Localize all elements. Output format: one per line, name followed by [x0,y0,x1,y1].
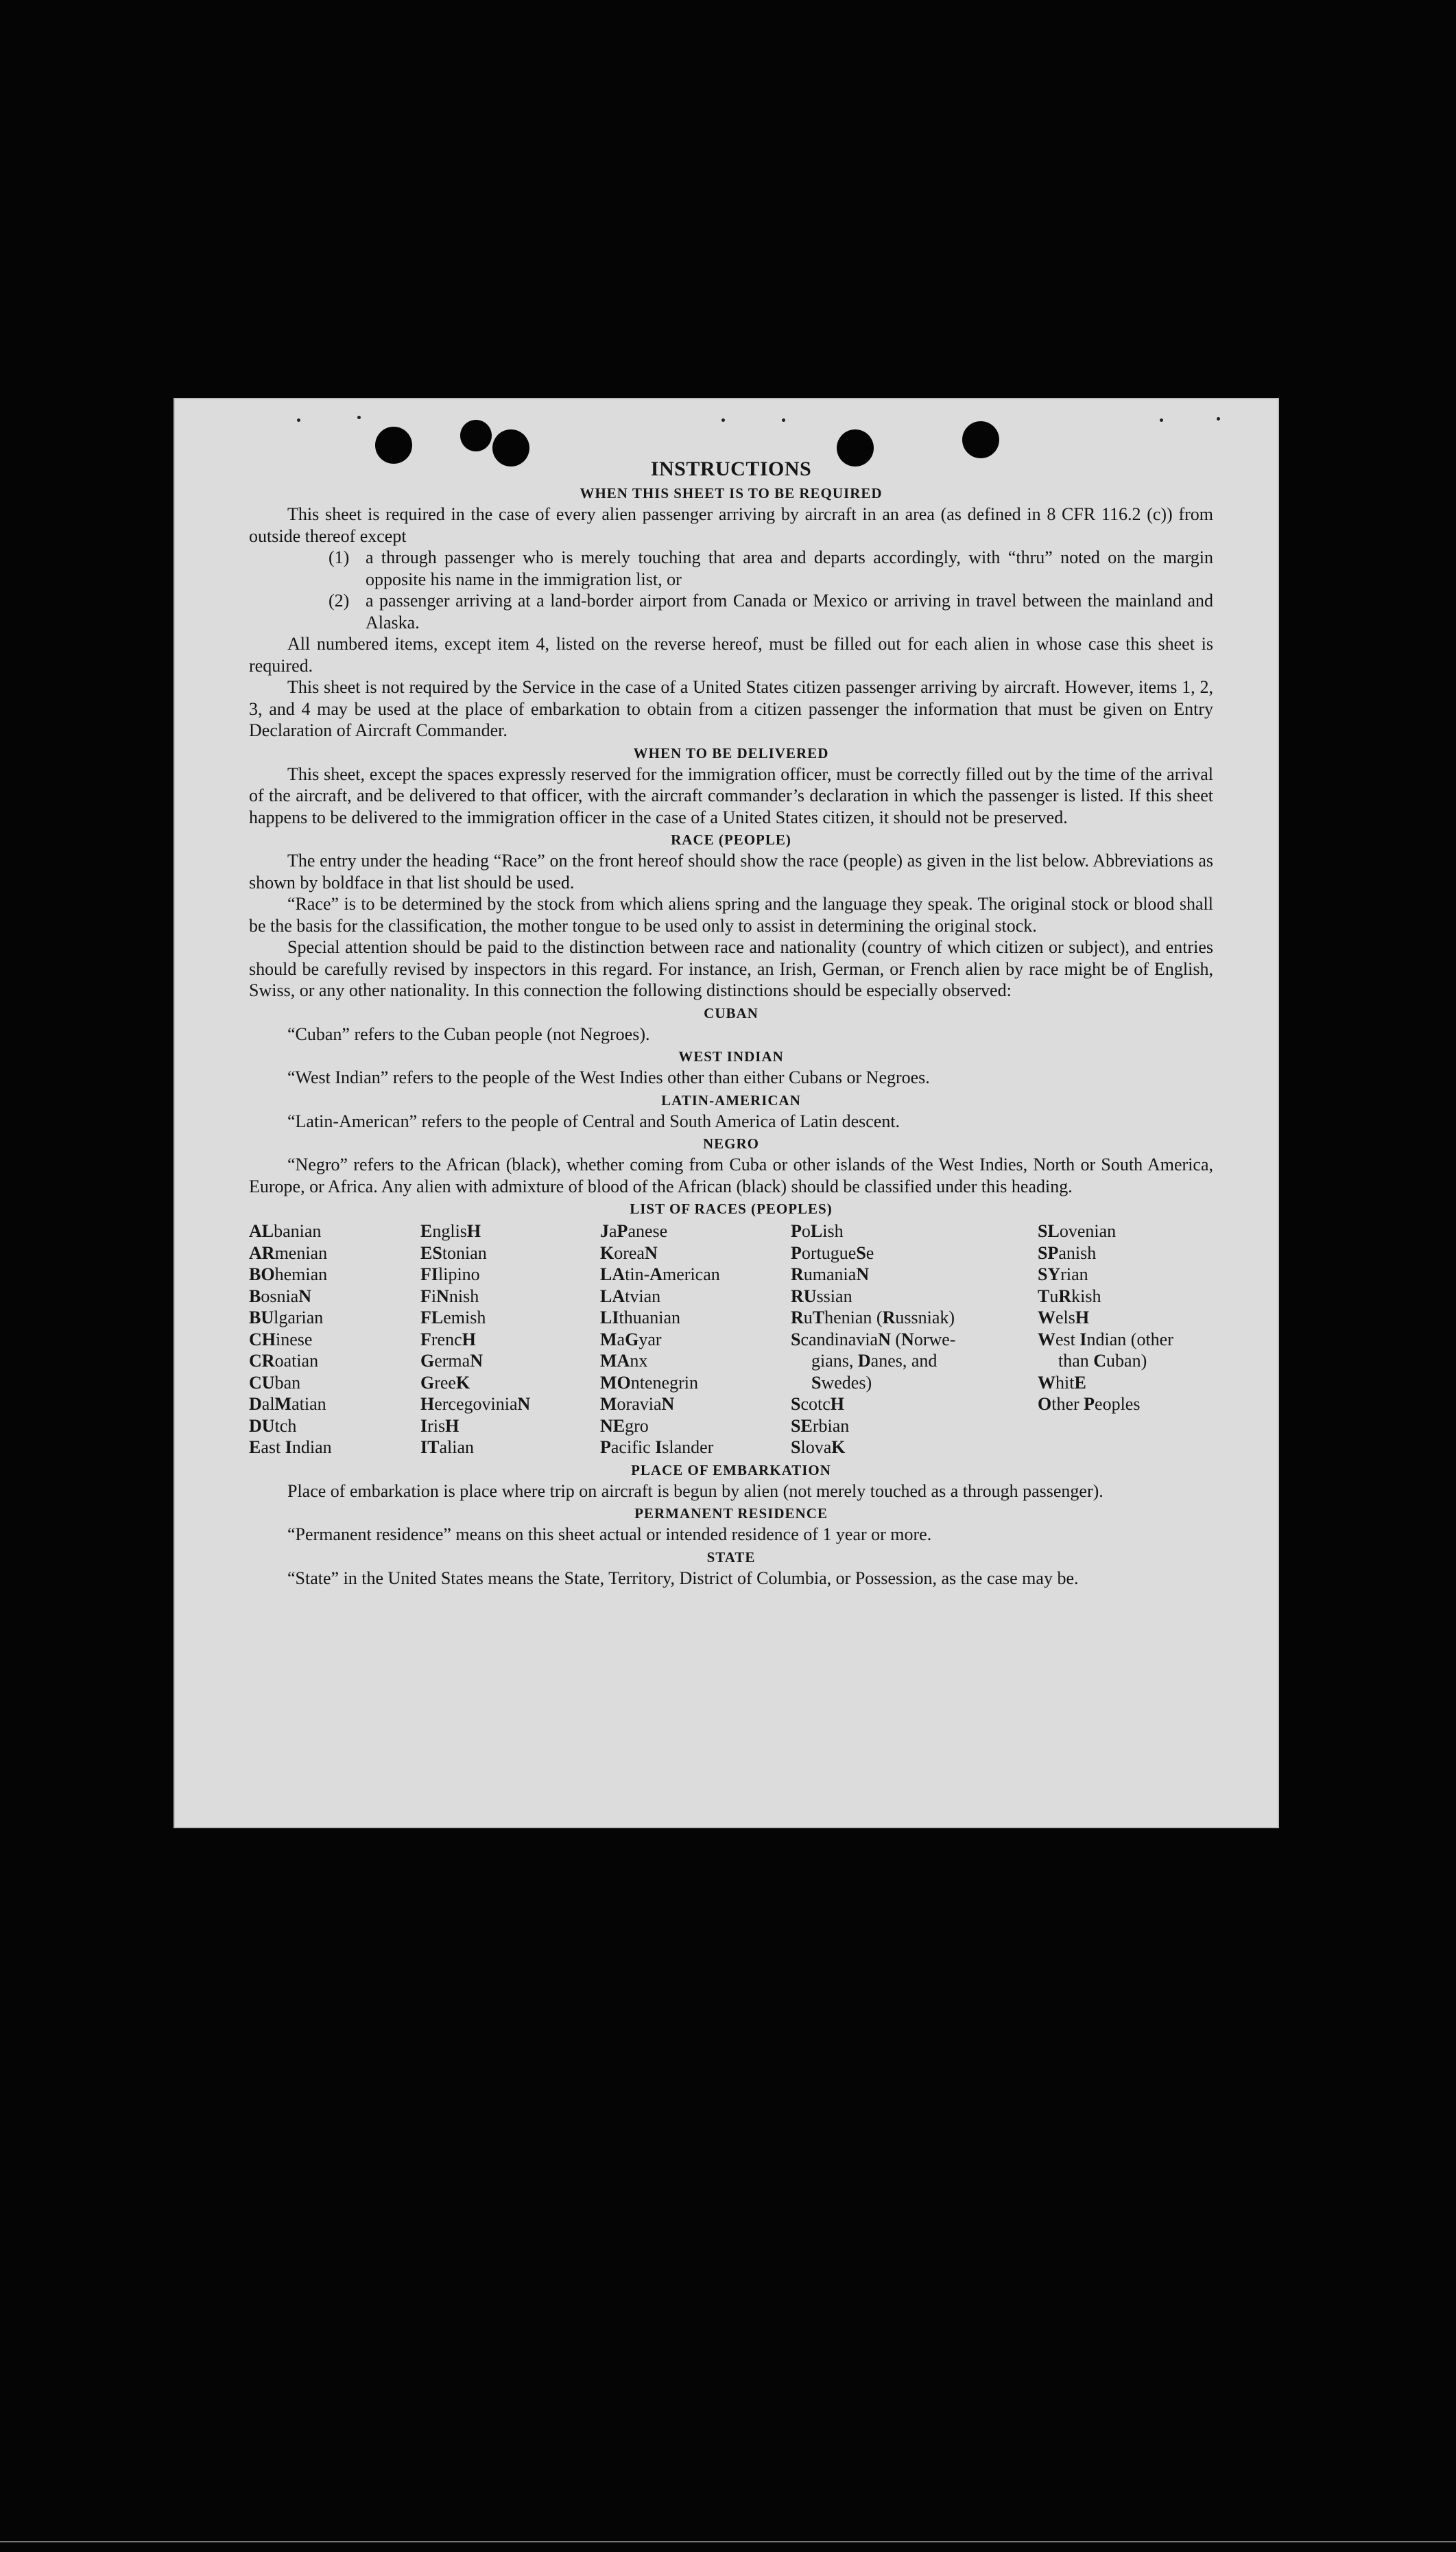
race-entry: MOntenegrin [600,1372,698,1393]
race-entry: East Indian [249,1437,332,1457]
race-entry: PortugueSe [791,1242,874,1263]
race-entry: ARmenian [249,1242,328,1263]
heading-residence: PERMANENT RESIDENCE [634,1505,828,1522]
speck [1217,417,1220,421]
race-entry: LIthuanian [600,1308,680,1327]
race-entry: Other Peoples [1038,1394,1141,1414]
race-entry: West Indian (other [1038,1329,1173,1349]
paragraph-race-2: “Race” is to be determined by the stock from which aliens spring and the language they speak. The original stock or blood shall be the basis for the classification, the mother tongue to be used only to assist in determining the original stock. [249,894,1213,936]
heading-negro: NEGRO [702,1135,759,1152]
paragraph-residence: “Permanent residence” means on this sheet actual or intended residence of 1 year or more. [287,1524,932,1544]
race-entry: SErbian [791,1415,850,1436]
race-entry: FIlipino [420,1264,480,1284]
race-entry: SPanish [1038,1242,1097,1263]
race-entry: WhitE [1038,1372,1086,1393]
races-column-4 [791,1220,1038,1458]
race-entry: FiNnish [420,1286,479,1306]
exception-number: (1) [329,547,350,567]
race-entry: GreeK [420,1372,470,1393]
races-column-2 [420,1220,600,1458]
paragraph-state: “State” in the United States means the State, Territory, District of Columbia, or Possession, as the case may be. [287,1568,1079,1588]
race-entry: ScandinaviaN (Norwe- [791,1329,956,1349]
punch-hole [460,420,492,451]
exception-number: (2) [329,591,350,611]
race-entry: ALbanian [249,1221,322,1241]
paragraph-cuban: “Cuban” refers to the Cuban people (not Negroes). [287,1024,650,1044]
speck [297,418,300,422]
race-entry: EStonian [420,1242,487,1263]
race-entry: GermaN [420,1351,483,1371]
race-entry: ITalian [420,1437,474,1457]
document-content [249,453,1213,1589]
scan-edge-line [0,2541,1456,2542]
race-entry: HercegoviniaN [420,1394,531,1414]
race-entry-continued: Swedes) [811,1372,872,1393]
races-list [249,1220,1213,1458]
paragraph-negro: “Negro” refers to the African (black), whether coming from Cuba or other islands of the West Indies, North or South America, Europe, or Africa. Any alien with admixture of blood of the African (black) should be classified under this heading. [249,1155,1213,1196]
race-entry: CUban [249,1372,301,1393]
race-entry: CHinese [249,1329,313,1349]
race-entry: RUssian [791,1286,852,1306]
paragraph-embarkation: Place of embarkation is place where trip on aircraft is begun by alien (not merely touched as a through passenger). [287,1480,1103,1501]
race-entry: IrisH [420,1415,460,1436]
race-entry: WelsH [1038,1308,1090,1327]
race-entry: MoraviaN [600,1394,675,1414]
race-entry: SlovaK [791,1437,846,1457]
race-entry-continued: than Cuban) [1058,1351,1147,1371]
heading-state: STATE [706,1548,756,1566]
race-entry: MaGyar [600,1329,662,1349]
paragraph-required-intro: This sheet is required in the case of every alien passenger arriving by aircraft in an area (as defined in 8 CFR 116.2 (c)) from outside thereof except [249,504,1213,546]
race-entry: LAtin-American [600,1264,720,1284]
races-column-1 [249,1220,420,1458]
speck [1160,418,1163,422]
race-entry: JaPanese [600,1221,668,1241]
race-entry: SYrian [1038,1264,1088,1284]
heading-embarkation: PLACE OF EMBARKATION [631,1461,831,1478]
paragraph-latin-american: “Latin-American” refers to the people of Central and South America of Latin descent. [287,1111,900,1131]
paragraph-west-indian: “West Indian” refers to the people of the West Indies other than either Cubans or Negroes. [287,1067,930,1087]
race-entry: FrencH [420,1329,476,1349]
exception-item-2 [249,590,1213,633]
race-entry: MAnx [600,1351,648,1371]
paragraph-citizen: This sheet is not required by the Service in the case of a United States citizen passenger arriving by aircraft. However, items 1, 2, 3, and 4 may be used at the place of embarkation to obtain from a citizen passenger the information that must be given on Entry Declaration of Aircraft Commander. [249,677,1213,740]
race-entry: DalMatian [249,1394,326,1414]
heading-cuban: CUBAN [704,1004,759,1021]
speck [782,418,785,422]
race-entry: SLovenian [1038,1221,1117,1241]
races-column-3 [600,1220,791,1458]
races-column-5 [1038,1220,1213,1458]
speck [721,418,725,422]
race-entry: Pacific Islander [600,1437,714,1457]
exception-text: a passenger arriving at a land-border airport from Canada or Mexico or arriving in travel between the mainland and Alaska. [366,591,1213,633]
paragraph-delivered: This sheet, except the spaces expressly reserved for the immigration officer, must be correctly filled out by the time of the arrival of the aircraft, and be delivered to that officer, with the aircraft commander’s declaration in which the passenger is listed. If this sheet happens to be delivered to the immigration officer in the case of a United States citizen, it should not be preserved. [249,764,1213,827]
race-entry: RuThenian (Russniak) [791,1308,955,1327]
paragraph-numbered-items: All numbered items, except item 4, listed on the reverse hereof, must be filled out for each alien in whose case this sheet is required. [249,634,1213,676]
race-entry: NEgro [600,1415,649,1436]
race-entry: LAtvian [600,1286,661,1306]
document-title: INSTRUCTIONS [650,458,812,480]
race-entry: BosniaN [249,1286,312,1306]
paragraph-race-3: Special attention should be paid to the distinction between race and nationality (country of which citizen or subject), and entries should be carefully revised by inspectors in this regard. For instance, an Irish, German, or French alien by race might be of English, Swiss, or any other nationality. In this connection the following distinctions should be especially observed: [249,937,1213,1000]
race-entry: ScotcH [791,1394,845,1414]
race-entry: BOhemian [249,1264,328,1284]
race-entry: BUlgarian [249,1308,324,1327]
exception-item-1 [249,547,1213,590]
heading-races-list: LIST OF RACES (PEOPLES) [630,1201,833,1217]
race-entry: FLemish [420,1308,486,1327]
heading-latin-american: LATIN-AMERICAN [661,1091,801,1109]
race-entry: DUtch [249,1415,297,1436]
race-entry: TuRkish [1038,1286,1101,1306]
heading-delivered: WHEN TO BE DELIVERED [633,744,829,761]
heading-west-indian: WEST INDIAN [678,1048,784,1065]
race-entry-continued: gians, Danes, and [811,1351,938,1371]
race-entry: PoLish [791,1221,844,1241]
race-entry: CRoatian [249,1351,319,1371]
race-entry: KoreaN [600,1242,658,1263]
document-sheet [174,398,1279,1828]
race-entry: EnglisH [420,1221,481,1241]
heading-required: WHEN THIS SHEET IS TO BE REQUIRED [580,485,883,501]
heading-race: RACE (PEOPLE) [671,831,791,848]
exception-text: a through passenger who is merely touching that area and departs accordingly, with “thru” noted on the margin opposite his name in the immigration list, or [366,547,1213,589]
paragraph-race-1: The entry under the heading “Race” on the front hereof should show the race (people) as given in the list below. Abbreviations as shown by boldface in that list should be used. [249,851,1213,893]
race-entry: RumaniaN [791,1264,870,1284]
speck [357,416,361,419]
